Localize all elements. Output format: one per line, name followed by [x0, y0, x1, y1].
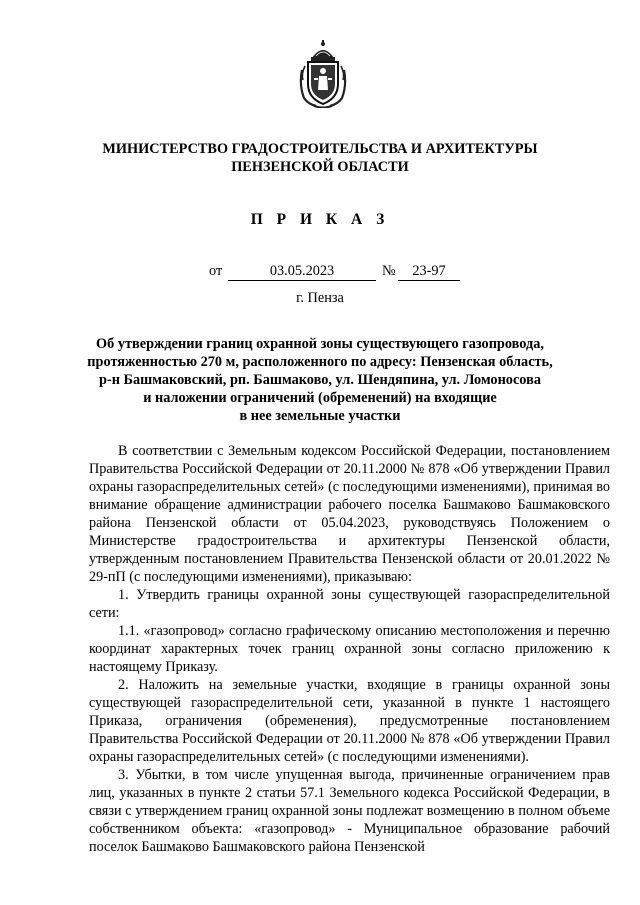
- ministry-name-line-2: ПЕНЗЕНСКОЙ ОБЛАСТИ: [231, 159, 409, 175]
- subject-line-2: протяженностью 270 м, расположенного по адресу: Пензенская область,: [87, 354, 553, 370]
- ministry-name: [60, 140, 580, 176]
- subject-line-1: Об утверждении границ охранной зоны существующего газопровода,: [96, 336, 544, 352]
- subject-line-5: в нее земельные участки: [239, 408, 401, 424]
- order-date: 03.05.2023: [228, 263, 376, 281]
- date-number-row: [0, 263, 640, 283]
- ministry-name-line-1: МИНИСТЕРСТВО ГРАДОСТРОИТЕЛЬСТВА И АРХИТЕКТУРЫ: [102, 141, 538, 157]
- document-body: [89, 442, 610, 856]
- item-1-paragraph: 1. Утвердить границы охранной зоны существующей газораспределительной сети:: [89, 587, 610, 621]
- coat-of-arms-emblem: [298, 40, 348, 108]
- city: г. Пенза: [296, 290, 344, 306]
- order-number: 23-97: [398, 263, 460, 281]
- subject-line-3: р-н Башмаковский, рп. Башмаково, ул. Шендяпина, ул. Ломоносова: [99, 372, 541, 388]
- subject-line-4: и наложении ограничений (обременений) на входящие: [143, 390, 497, 406]
- date-label: от: [209, 263, 223, 279]
- item-1-1-paragraph: 1.1. «газопровод» согласно графическому описанию местоположения и перечню координат характерных точек границ охранной зоны согласно приложению к настоящему Приказу.: [89, 623, 610, 675]
- preamble-paragraph: В соответствии с Земельным кодексом Российской Федерации, постановлением Правительства Российской Федерации от 20.11.2000 № 878 «Об утверждении Правил охраны газораспределительных сетей» (с последующими изменениями), принимая во внимание обращение администрации рабочего поселка Башмаково Башмаковского района Пензенской области от 05.04.2023, руководствуясь Положением о Министерстве градостроительства и архитектуры Пензенской области, утвержденным постановлением Правительства Пензенской области от 20.01.2022 № 29-пП (с последующими изменениями), приказываю:: [89, 443, 610, 585]
- order-subject: [60, 335, 580, 425]
- number-label: №: [382, 263, 396, 279]
- document-title: П Р И К А З: [250, 211, 390, 228]
- item-2-paragraph: 2. Наложить на земельные участки, входящие в границы охранной зоны существующей газораспределительной сети, указанной в пункте 1 настоящего Приказа, ограничения (обременения), предусмотренные постановлением Правительства Российской Федерации от 20.11.2000 № 878 «Об утверждении Правил охраны газораспределительных сетей» (с последующими изменениями).: [89, 677, 610, 765]
- item-3-paragraph: 3. Убытки, в том числе упущенная выгода, причиненные ограничением прав лиц, указанных в пункте 2 статьи 57.1 Земельного кодекса Российской Федерации, в связи с утверждением границ охранной зоны подлежат возмещению в полном объеме собственником объекта: «газопровод» - Муниципальное образование рабочий поселок Башмаково Башмаковского района Пензенской: [89, 767, 610, 855]
